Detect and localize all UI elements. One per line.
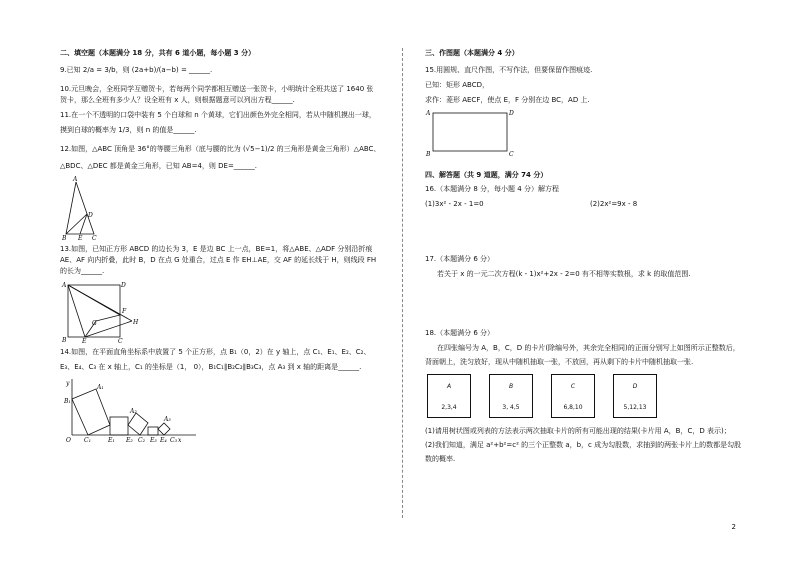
svg-text:D: D (509, 110, 514, 117)
svg-text:E: E (78, 235, 83, 240)
question-11-line2: 摸到白球的概率为 1/3，则 n 的值是______. (60, 126, 197, 134)
svg-text:C₁: C₁ (84, 437, 91, 443)
svg-text:x: x (178, 437, 182, 443)
svg-text:B₁: B₁ (64, 398, 71, 405)
square-fold-figure (60, 281, 140, 343)
question-18-title: 18.（本题满分 6 分） (425, 329, 495, 337)
question-16-part2: (2)2x²=9x - 8 (590, 200, 638, 208)
svg-text:C₂: C₂ (138, 437, 145, 443)
question-13-line2: AE、AF 向内折叠，此时 B，D 在点 G 处重合，过点 E 作 EH⊥AE，交 AF 的延长线于 H，则线段 FH (60, 256, 377, 264)
svg-text:H: H (133, 319, 139, 326)
svg-text:C: C (92, 235, 97, 240)
svg-text:C: C (118, 338, 123, 343)
svg-text:y: y (66, 380, 70, 387)
question-14-line2: E₃、E₄、C₃ 在 x 轴上，C₁ 的坐标是（1， 0），B₁C₁∥B₂C₂∥B₃C₃，点 A₃ 到 x 轴的距离是______. (60, 363, 362, 371)
svg-text:D: D (88, 212, 93, 219)
question-12-line2: △BDC、△DEC 都是黄金三角形，已知 AB=4，则 DE=______. (60, 162, 258, 170)
section3-title: 三、作图题（本题满分 4 分） (425, 49, 519, 57)
question-13-line3: 的长为______. (60, 267, 105, 275)
svg-text:O: O (66, 437, 71, 443)
question-14-line1: 14.如图，在平面直角坐标系中放置了 5 个正方形，点 B₁（0，2）在 y 轴上，点 C₁、E₁、E₂、C₂、 (60, 348, 371, 356)
page-number: 2 (731, 523, 736, 531)
golden-triangle-figure (60, 176, 120, 240)
question-18-part1: (1)请用树状图或列表的方法表示两次抽取卡片的所有可能出现的结果(卡片用 A，B，C，D 表示)； (425, 427, 731, 435)
svg-text:A₁: A₁ (97, 384, 104, 391)
right-column (425, 48, 760, 465)
question-10-line1: 10.元旦晚会，全班同学互赠贺卡，若每两个同学都相互赠送一张贺卡，小明统计全班共送了 1640 张 (60, 85, 374, 93)
section4-title: 四、解答题（共 9 道题，满分 74 分） (425, 171, 548, 179)
svg-text:A: A (73, 176, 78, 183)
question-10-line2: 贺卡，那么全班有多少人？设全班有 x 人，则根据题意可以列出方程______. (60, 96, 295, 104)
question-15-instruction: 15.用圆规、直尺作图，不写作法，但要保留作图痕迹. (425, 66, 593, 74)
section2-title: 二、填空题（本题满分 18 分，共有 6 道小题，每小题 3 分） (60, 49, 256, 57)
svg-text:C: C (509, 151, 514, 158)
card-a: A 2,3,4 (427, 374, 471, 418)
question-18-part2-line1: (2)我们知道，满足 a²+b²=c² 的三个正整数 a，b，c 成为勾股数，求抽到的两张卡片上的数都是勾股 (425, 441, 742, 449)
svg-text:E₄: E₄ (160, 437, 167, 443)
question-9: 9.已知 2/a = 3/b，则 (2a+b)/(a−b) = ______. (60, 66, 213, 74)
question-15-given: 已知：矩形 ABCD， (425, 81, 489, 89)
question-17-body: 若关于 x 的一元二次方程(k - 1)x²+2x - 2=0 有不相等实数根，求 k 的取值范围. (437, 270, 691, 278)
column-divider (402, 48, 403, 518)
rectangle-abcd-figure (425, 108, 515, 158)
svg-text:B: B (62, 235, 67, 240)
card-row (427, 374, 760, 418)
svg-text:E₂: E₂ (126, 437, 133, 443)
question-16-part1: (1)3x² - 2x - 1=0 (425, 200, 484, 208)
svg-text:F: F (122, 308, 127, 315)
svg-text:C₃: C₃ (170, 437, 177, 443)
svg-text:A₃: A₃ (164, 416, 171, 423)
svg-text:E₃: E₃ (150, 437, 157, 443)
question-17-title: 17.（本题满分 6 分） (425, 255, 495, 263)
card-c: C 6,8,10 (551, 374, 595, 418)
svg-text:E: E (82, 338, 87, 343)
question-18-part2-line2: 数的概率. (425, 455, 456, 463)
question-11-line1: 11.在一个不透明的口袋中装有 5 个白球和 n 个黄球，它们出颜色外完全相同，若从中随机摸出一球， (60, 111, 376, 119)
question-16-title: 16.（本题满分 8 分，每小题 4 分）解方程 (425, 185, 559, 193)
svg-text:B: B (62, 337, 67, 343)
question-18-line2: 背面朝上，洗匀放好，现从中随机抽取一张，不放回，再从剩下的卡片中随机抽取一张. (425, 358, 694, 366)
card-d: D 5,12,13 (613, 374, 657, 418)
svg-text:A: A (62, 282, 67, 289)
svg-text:A₂: A₂ (130, 408, 137, 415)
svg-text:G: G (92, 320, 97, 327)
svg-text:E₁: E₁ (108, 437, 115, 443)
left-column (60, 48, 390, 443)
svg-text:D: D (121, 282, 126, 289)
question-12-line1: 12.如图，△ABC 顶角是 36°的等腰三角形（底与腰的比为 (√5−1)/2 的三角形是黄金三角形）△ABC、 (60, 145, 381, 153)
svg-text:A: A (426, 110, 431, 117)
question-18-line1: 在四张编号为 A，B，C，D 的卡片(除编号外，其余完全相同)的正面分别写上如图所示正整数后， (437, 344, 740, 352)
squares-coordinate-figure (60, 377, 200, 443)
card-b: B 3, 4,5 (489, 374, 533, 418)
question-13-line1: 13.如图，已知正方形 ABCD 的边长为 3，E 是边 BC 上一点，BE=1，将△ABE、△ADF 分别沿折痕 (60, 245, 373, 253)
svg-text:B: B (426, 151, 431, 158)
question-15-ask: 求作：菱形 AECF，使点 E，F 分别在边 BC，AD 上. (425, 96, 590, 104)
